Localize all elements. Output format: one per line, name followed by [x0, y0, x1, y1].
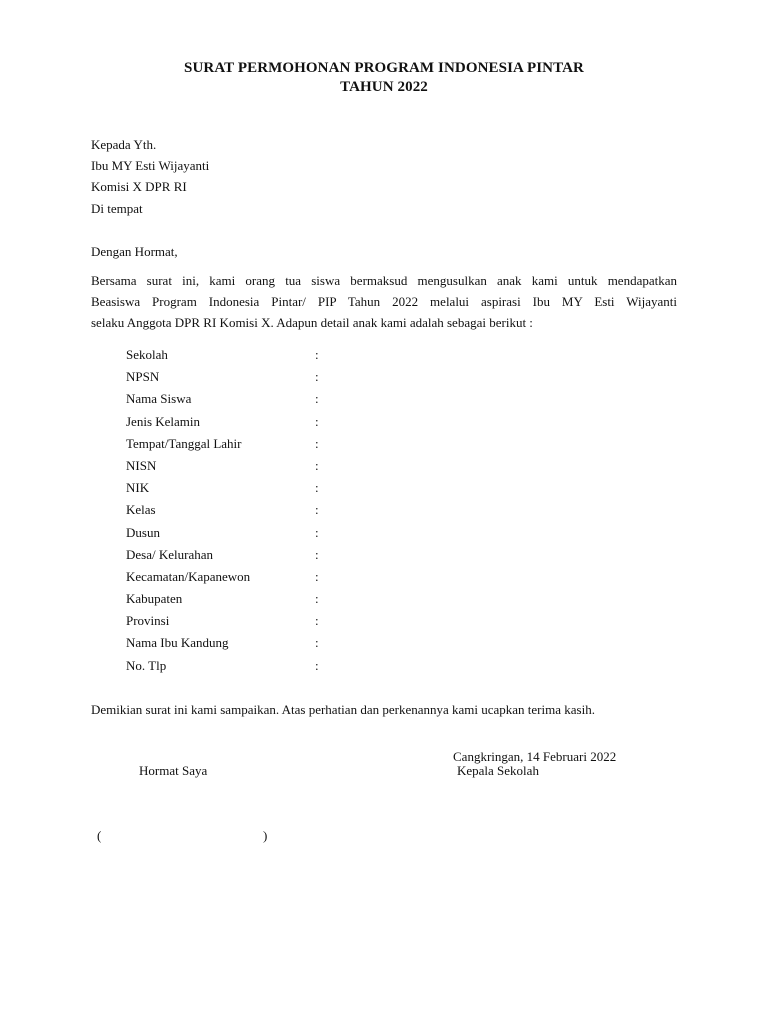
address-line: Komisi X DPR RI: [91, 179, 187, 194]
field-row: [126, 634, 366, 656]
field-colon: :: [315, 347, 319, 362]
field-colon: :: [315, 613, 319, 629]
greeting: Dengan Hormat,: [91, 244, 178, 259]
field-colon: :: [315, 657, 319, 673]
place-date: Cangkringan, 14 Februari 2022: [453, 749, 617, 764]
field-colon: :: [315, 369, 319, 385]
field-row: [126, 346, 366, 368]
field-label: Kecamatan/Kapanewon: [126, 568, 251, 584]
body-line: selaku Anggota DPR RI Komisi X. Adapun detail anak kami adalah sebagai berikut :: [91, 315, 533, 330]
signature-name-paren-open: (: [97, 828, 102, 843]
field-colon: :: [315, 524, 319, 540]
signature-name-paren-close: ): [263, 828, 268, 843]
field-label: No. Tlp: [126, 657, 167, 673]
field-label: Tempat/Tanggal Lahir: [126, 435, 242, 451]
field-label: Jenis Kelamin: [126, 413, 201, 429]
address-line: Di tempat: [91, 201, 143, 216]
field-colon: :: [315, 435, 319, 451]
document-title: SURAT PERMOHONAN PROGRAM INDONESIA PINTAR: [184, 60, 584, 76]
address-line: Kepada Yth.: [91, 137, 157, 152]
field-label: Desa/ Kelurahan: [126, 546, 213, 562]
field-colon: :: [315, 480, 319, 496]
field-row: [126, 568, 366, 590]
field-colon: :: [315, 635, 319, 651]
body-paragraph: [91, 270, 677, 333]
field-row: [126, 479, 366, 501]
field-colon: :: [315, 457, 319, 473]
field-colon: :: [315, 591, 319, 607]
field-label: Provinsi: [126, 613, 170, 629]
body-line: Beasiswa Program Indonesia Pintar/ PIP Tahun 2022 melalui aspirasi Ibu MY Esti Wijayanti: [91, 294, 677, 309]
document-title-year: TAHUN 2022: [340, 79, 428, 95]
field-label: Sekolah: [126, 347, 168, 362]
field-row: [126, 413, 366, 435]
field-label: Kelas: [126, 502, 156, 518]
field-colon: :: [315, 546, 319, 562]
signature-right-label: Kepala Sekolah: [457, 763, 539, 778]
field-colon: :: [315, 502, 319, 518]
field-colon: :: [315, 568, 319, 584]
field-row: [126, 457, 366, 479]
field-colon: :: [315, 391, 319, 407]
field-row: [126, 657, 366, 679]
field-row: [126, 501, 366, 523]
field-row: [126, 612, 366, 634]
student-fields-list: [126, 346, 366, 679]
field-label: Kabupaten: [126, 591, 183, 607]
field-row: [126, 524, 366, 546]
field-row: [126, 435, 366, 457]
field-label: NIK: [126, 480, 150, 496]
field-label: Nama Ibu Kandung: [126, 635, 229, 651]
field-colon: :: [315, 413, 319, 429]
field-label: Dusun: [126, 524, 160, 540]
field-row: [126, 390, 366, 412]
closing-sentence: Demikian surat ini kami sampaikan. Atas perhatian dan perkenannya kami ucapkan terima kasih.: [91, 702, 595, 717]
field-row: [126, 546, 366, 568]
address-line: Ibu MY Esti Wijayanti: [91, 158, 210, 173]
field-row: [126, 368, 366, 390]
field-label: NISN: [126, 457, 157, 473]
field-label: NPSN: [126, 369, 160, 385]
signature-left-label: Hormat Saya: [139, 763, 208, 778]
field-row: [126, 590, 366, 612]
body-line: Bersama surat ini, kami orang tua siswa bermaksud mengusulkan anak kami untuk mendapatkan: [91, 273, 677, 288]
field-label: Nama Siswa: [126, 391, 192, 407]
